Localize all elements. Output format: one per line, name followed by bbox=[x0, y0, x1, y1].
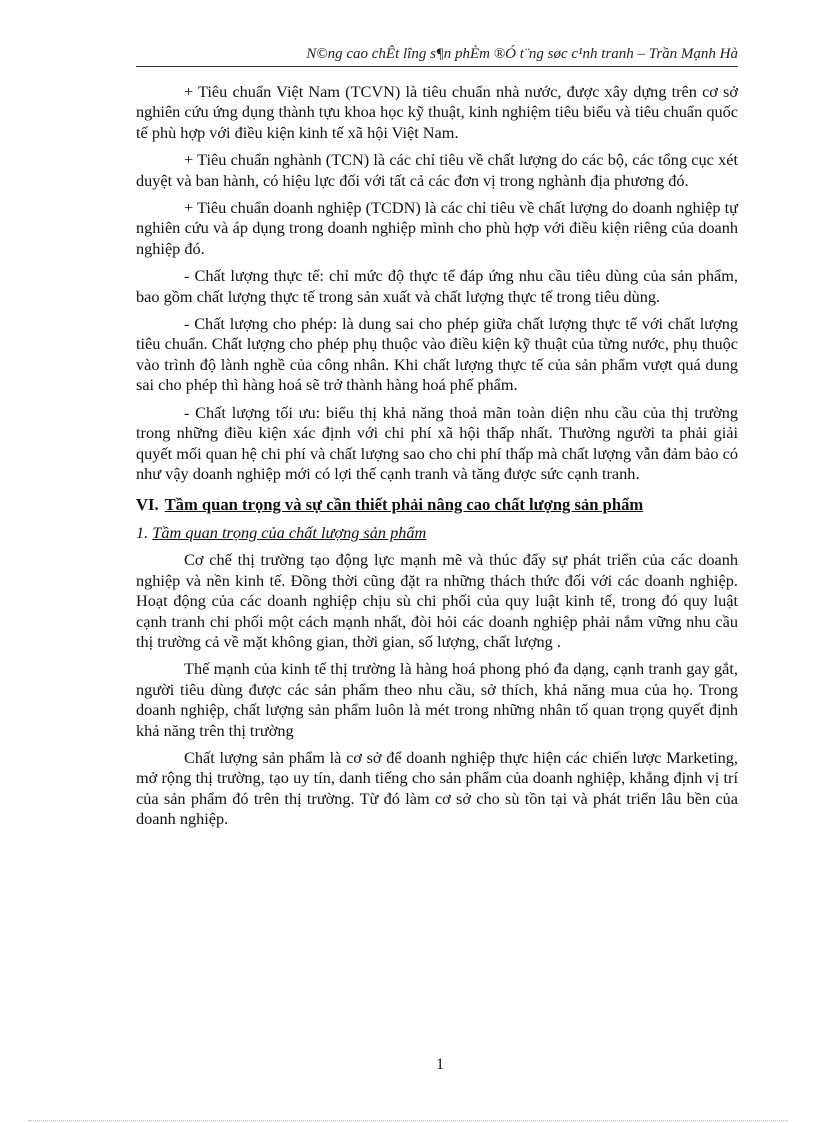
paragraph-tcdn: + Tiêu chuẩn doanh nghiệp (TCDN) là các chỉ tiêu về chất lượng do doanh nghiệp tự nghiên cứu và áp dụng trong doanh nghiệp mình cho phù hợp với điều kiện riêng của doanh nghiệp đó. bbox=[136, 198, 738, 258]
section-number: VI. bbox=[136, 495, 159, 515]
paragraph-market-mechanism: Cơ chế thị trường tạo động lực mạnh mẽ và thúc đẩy sự phát triển của các doanh nghiệp và nền kinh tế. Đồng thời cũng đặt ra những thách thức đối với các doanh nghiệp. Hoạt động của các doanh nghiệp chịu sù chi phối của quy luật kinh tế, trong đó quy luật cạnh tranh chi phối một cách mạnh nhất, đòi hỏi các doanh nghiệp phải nắm vững nhu cầu thị trường cả về mặt không gian, thời gian, số lượng, chất lượng . bbox=[136, 550, 738, 651]
paragraph-actual-quality: - Chất lượng thực tế: chỉ mức độ thực tế đáp ứng nhu cầu tiêu dùng của sản phẩm, bao gồm chất lượng thực tế trong sản xuất và chất lượng thực tế trong tiêu dùng. bbox=[136, 266, 738, 306]
paragraph-tcn: + Tiêu chuẩn nghành (TCN) là các chỉ tiêu về chất lượng do các bộ, các tổng cục xét duyệt và ban hành, có hiệu lực đối với tất cả các đơn vị trong nghành địa phương đó. bbox=[136, 150, 738, 190]
paragraph-optimal-quality: - Chất lượng tối ưu: biểu thị khả năng thoả mãn toàn diện nhu cầu của thị trường trong những điều kiện xác định với chi phí xã hội thấp nhất. Thường người ta phải giải quyết mối quan hệ chi phí và chất lượng sao cho chi phí thấp mà chất lượng vẫn đảm bảo có như vậy doanh nghiệp mới có lợi thế cạnh tranh và tăng được sức cạnh tranh. bbox=[136, 402, 738, 483]
paragraph-quality-basis: Chất lượng sản phẩm là cơ sở để doanh nghiệp thực hiện các chiến lược Marketing, mở rộng thị trường, tạo uy tín, danh tiếng cho sản phẩm của doanh nghiệp, khẳng định vị trí của sản phẩm đó trên thị trường. Từ đó làm cơ sở cho sù tồn tại và phát triển lâu bền của doanh nghiệp. bbox=[136, 747, 738, 829]
paragraph-permitted-quality: - Chất lượng cho phép: là dung sai cho phép giữa chất lượng thực tế với chất lượng tiêu chuẩn. Chất lượng cho phép phụ thuộc vào điều kiện kỹ thuật của từng nước, phụ thuộc vào trình độ lành nghề của công nhân. Khi chất lượng thực tế của sản phẩm vượt quá dung sai cho phép thì hàng hoá sẽ trở thành hàng hoá phế phẩm. bbox=[136, 314, 738, 395]
subsection-number: 1. bbox=[136, 523, 149, 543]
section-title: Tầm quan trọng và sự cần thiết phải nâng cao chất lượng sản phẩm bbox=[164, 495, 644, 515]
page-number: 1 bbox=[436, 1056, 444, 1073]
paragraph-tcvn: + Tiêu chuẩn Việt Nam (TCVN) là tiêu chuẩn nhà nước, được xây dựng trên cơ sở nghiên cứu ứng dụng thành tựu khoa học kỹ thuật, kinh nghiệm tiêu biểu và tiêu chuẩn quốc tế phù hợp với điều kiện kinh tế xã hội Việt Nam. bbox=[136, 82, 738, 142]
header-rule bbox=[136, 66, 738, 67]
page-header: N©ng cao chÊt lîng s¶n phÈm ®Ó t¨ng søc c¹nh tranh – Trần Mạnh Hà bbox=[306, 46, 738, 62]
paragraph-market-strength: Thế mạnh của kinh tế thị trường là hàng hoá phong phó đa dạng, cạnh tranh gay gắt, người tiêu dùng được các sản phẩm theo nhu cầu, sở thích, khả năng mua của họ. Trong doanh nghiệp, chất lượng sản phẩm luôn là mét trong những nhân tố quan trọng quyết định khả năng trên thị trường bbox=[136, 659, 738, 740]
subsection-heading bbox=[136, 522, 738, 544]
section-heading bbox=[136, 494, 738, 516]
page-bottom-rule bbox=[28, 1120, 788, 1121]
subsection-title: Tầm quan trọng của chất lượng sản phẩm bbox=[152, 523, 427, 543]
document-body bbox=[136, 82, 738, 837]
